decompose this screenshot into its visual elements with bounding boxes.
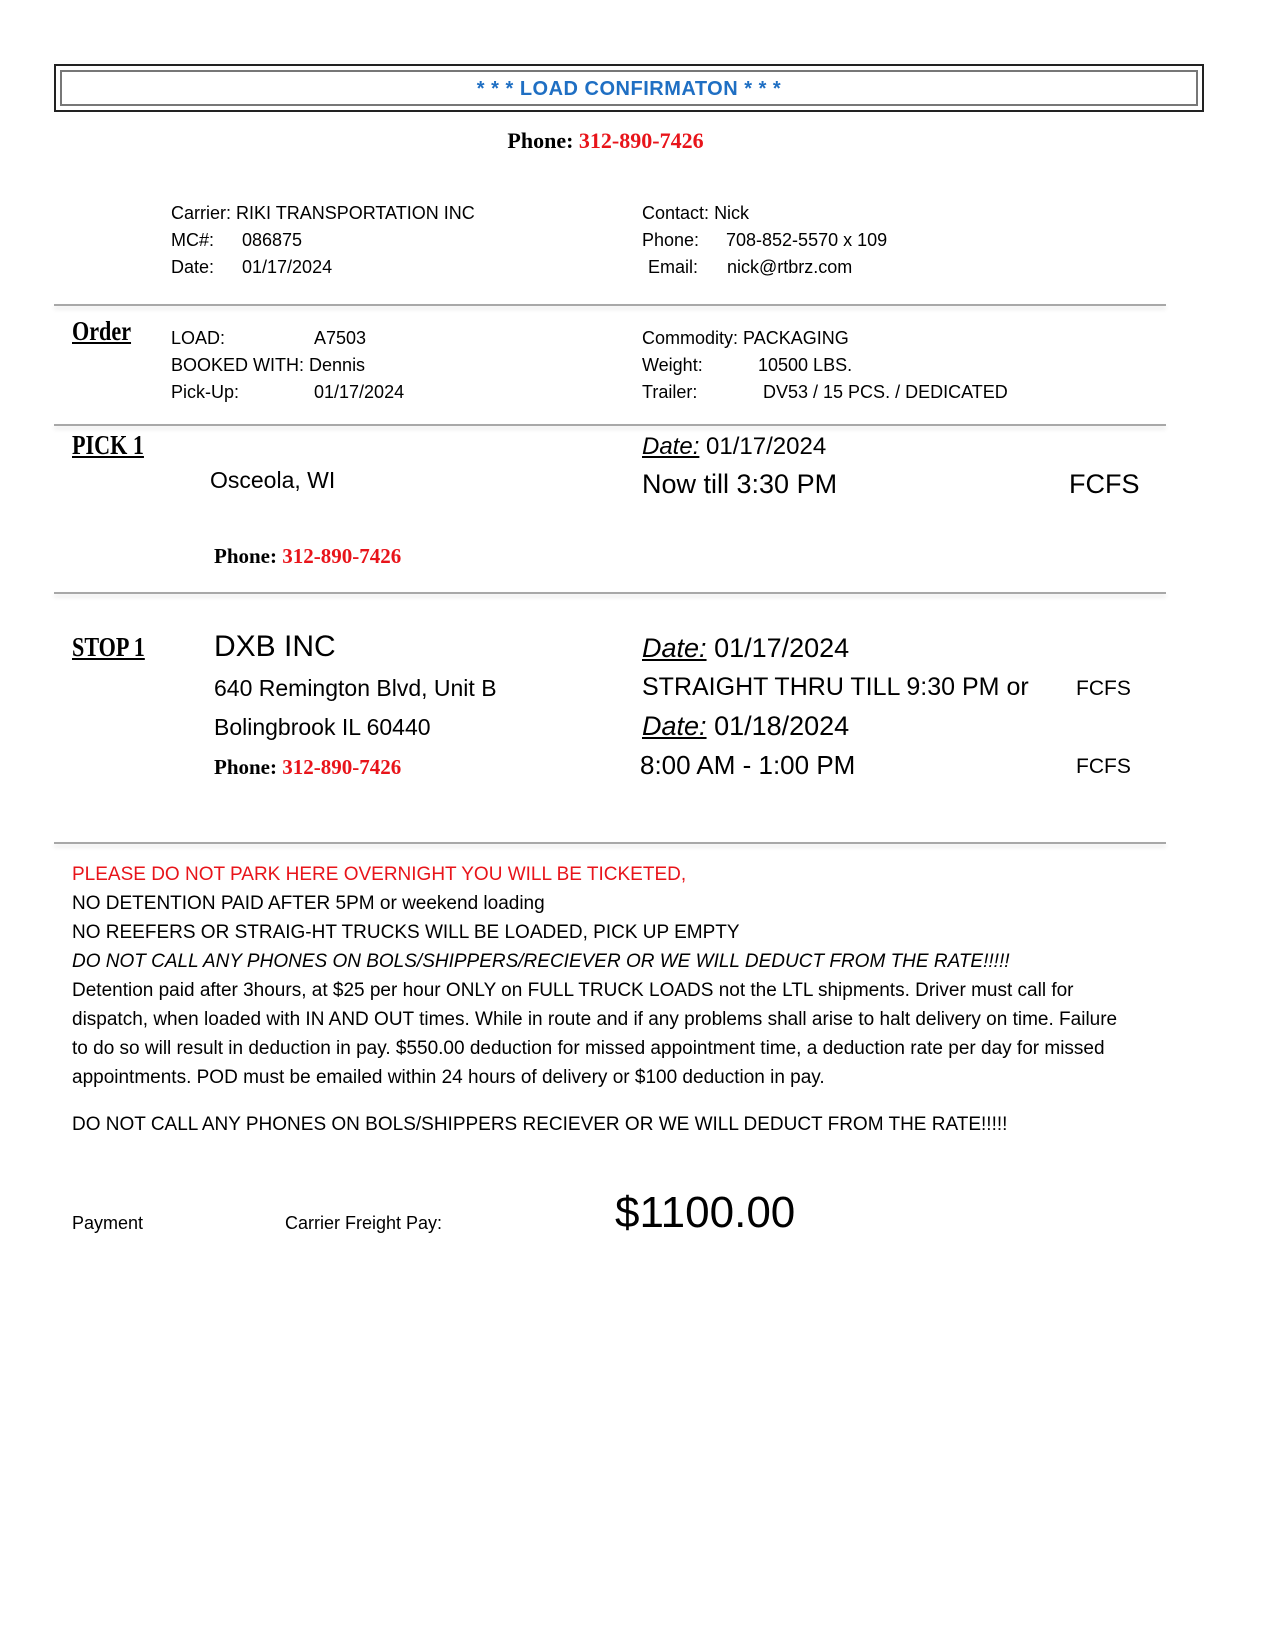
carrier-pay-label: Carrier Freight Pay:: [285, 1213, 443, 1233]
weight-value: 10500 LBS.: [758, 355, 853, 375]
pick-location: Osceola, WI: [210, 467, 336, 493]
payment-label: Payment: [72, 1213, 144, 1233]
commodity-value: PACKAGING: [743, 328, 849, 348]
pick-fcfs: FCFS: [1069, 469, 1140, 499]
stop-address-line2: Bolingbrook IL 60440: [214, 714, 431, 740]
reefer-note: NO REEFERS OR STRAIG-HT TRUCKS WILL BE LOADED, PICK UP EMPTY: [72, 922, 740, 943]
pick-date: 01/17/2024: [706, 433, 827, 460]
contact-phone-label: Phone:: [642, 230, 700, 250]
stop-time1: STRAIGHT THRU TILL 9:30 PM or: [642, 673, 1029, 701]
title-banner: [54, 64, 1204, 112]
pick-time: Now till 3:30 PM: [642, 469, 838, 499]
booked-name: Dennis: [309, 355, 366, 375]
document-title: * * * LOAD CONFIRMATON * * *: [476, 78, 782, 100]
stop-fcfs1: FCFS: [1076, 677, 1131, 700]
stop-address-line1: 640 Remington Blvd, Unit B: [214, 675, 497, 701]
carrier-row: [171, 203, 475, 224]
phone-warning-italic: DO NOT CALL ANY PHONES ON BOLS/SHIPPERS/RECIEVER OR WE WILL DEDUCT FROM THE RATE!!!!!: [72, 951, 1010, 972]
detention-note: NO DETENTION PAID AFTER 5PM or weekend loading: [72, 893, 545, 914]
load-number: A7503: [314, 328, 367, 348]
stop-phone-number: 312-890-7426: [282, 755, 402, 779]
pickup-date: 01/17/2024: [314, 382, 405, 402]
load-label: LOAD:: [171, 328, 226, 348]
contact-email: nick@rtbrz.com: [727, 257, 853, 277]
stop-date1: 01/17/2024: [714, 633, 850, 663]
stop-date2-row: [642, 711, 849, 742]
pick-date-label: Date:: [642, 433, 700, 460]
divider: [54, 842, 1166, 844]
stop-date1-label: Date:: [642, 633, 707, 663]
stop-fcfs2: FCFS: [1076, 755, 1131, 778]
stop-date2: 01/18/2024: [714, 711, 850, 741]
stop-heading: STOP 1: [72, 632, 145, 662]
detention-paragraph: Detention paid after 3hours, at $25 per hour ONLY on FULL TRUCK LOADS not the LTL shipments. Driver must call for dispatch, when loaded with IN AND OUT times. While in route and if any problems shall arise to halt delivery on time. Failure to do so will result in deduction in pay. $550.00 deduction for missed appointment time, a deduction rate per day for missed appointments. POD must be emailed within 24 hours of delivery or $100 deduction in pay.: [72, 980, 1118, 1088]
contact-phone: 708-852-5570 x 109: [726, 230, 888, 250]
terms-notes: [72, 860, 1132, 1139]
header-phone-label: Phone:: [507, 128, 574, 153]
stop-date2-label: Date:: [642, 711, 707, 741]
booked-row: [171, 355, 365, 376]
pickup-label: Pick-Up:: [171, 382, 240, 402]
pick-phone: [214, 544, 401, 569]
trailer-value: DV53 / 15 PCS. / DEDICATED: [763, 382, 1008, 402]
contact-name: Nick: [714, 203, 750, 223]
carrier-pay-amount: $1100.00: [615, 1188, 796, 1237]
stop-phone-label: Phone:: [214, 755, 277, 779]
header-phone-number: 312-890-7426: [578, 128, 704, 153]
weight-label: Weight:: [642, 355, 703, 375]
trailer-label: Trailer:: [642, 382, 698, 402]
divider: [54, 592, 1166, 594]
carrier-name: RIKI TRANSPORTATION INC: [236, 203, 475, 223]
carrier-date: 01/17/2024: [242, 257, 333, 277]
contact-email-label: Email:: [648, 257, 699, 277]
divider: [54, 304, 1166, 306]
pick-heading: PICK 1: [72, 430, 144, 460]
phone-warning-final: DO NOT CALL ANY PHONES ON BOLS/SHIPPERS RECIEVER OR WE WILL DEDUCT FROM THE RATE!!!!!: [72, 1114, 1008, 1135]
stop-date1-row: [642, 633, 849, 664]
pick-date-row: [642, 433, 826, 461]
mc-number: 086875: [242, 230, 303, 250]
pick-phone-label: Phone:: [214, 544, 277, 568]
stop-time2: 8:00 AM - 1:00 PM: [640, 750, 856, 780]
order-heading: Order: [72, 316, 132, 346]
divider: [54, 424, 1166, 426]
booked-label: BOOKED WITH:: [171, 355, 305, 375]
contact-label: Contact:: [642, 203, 710, 223]
contact-row: [642, 203, 749, 224]
stop-phone: [214, 755, 401, 780]
carrier-label: Carrier:: [171, 203, 232, 223]
mc-label: MC#:: [171, 230, 215, 250]
stop-name: DXB INC: [214, 630, 336, 663]
commodity-label: Commodity:: [642, 328, 739, 348]
carrier-date-label: Date:: [171, 257, 215, 277]
header-phone: [0, 128, 1211, 154]
pick-phone-number: 312-890-7426: [282, 544, 402, 568]
commodity-row: [642, 328, 849, 349]
parking-warning: PLEASE DO NOT PARK HERE OVERNIGHT YOU WILL BE TICKETED,: [72, 864, 687, 885]
